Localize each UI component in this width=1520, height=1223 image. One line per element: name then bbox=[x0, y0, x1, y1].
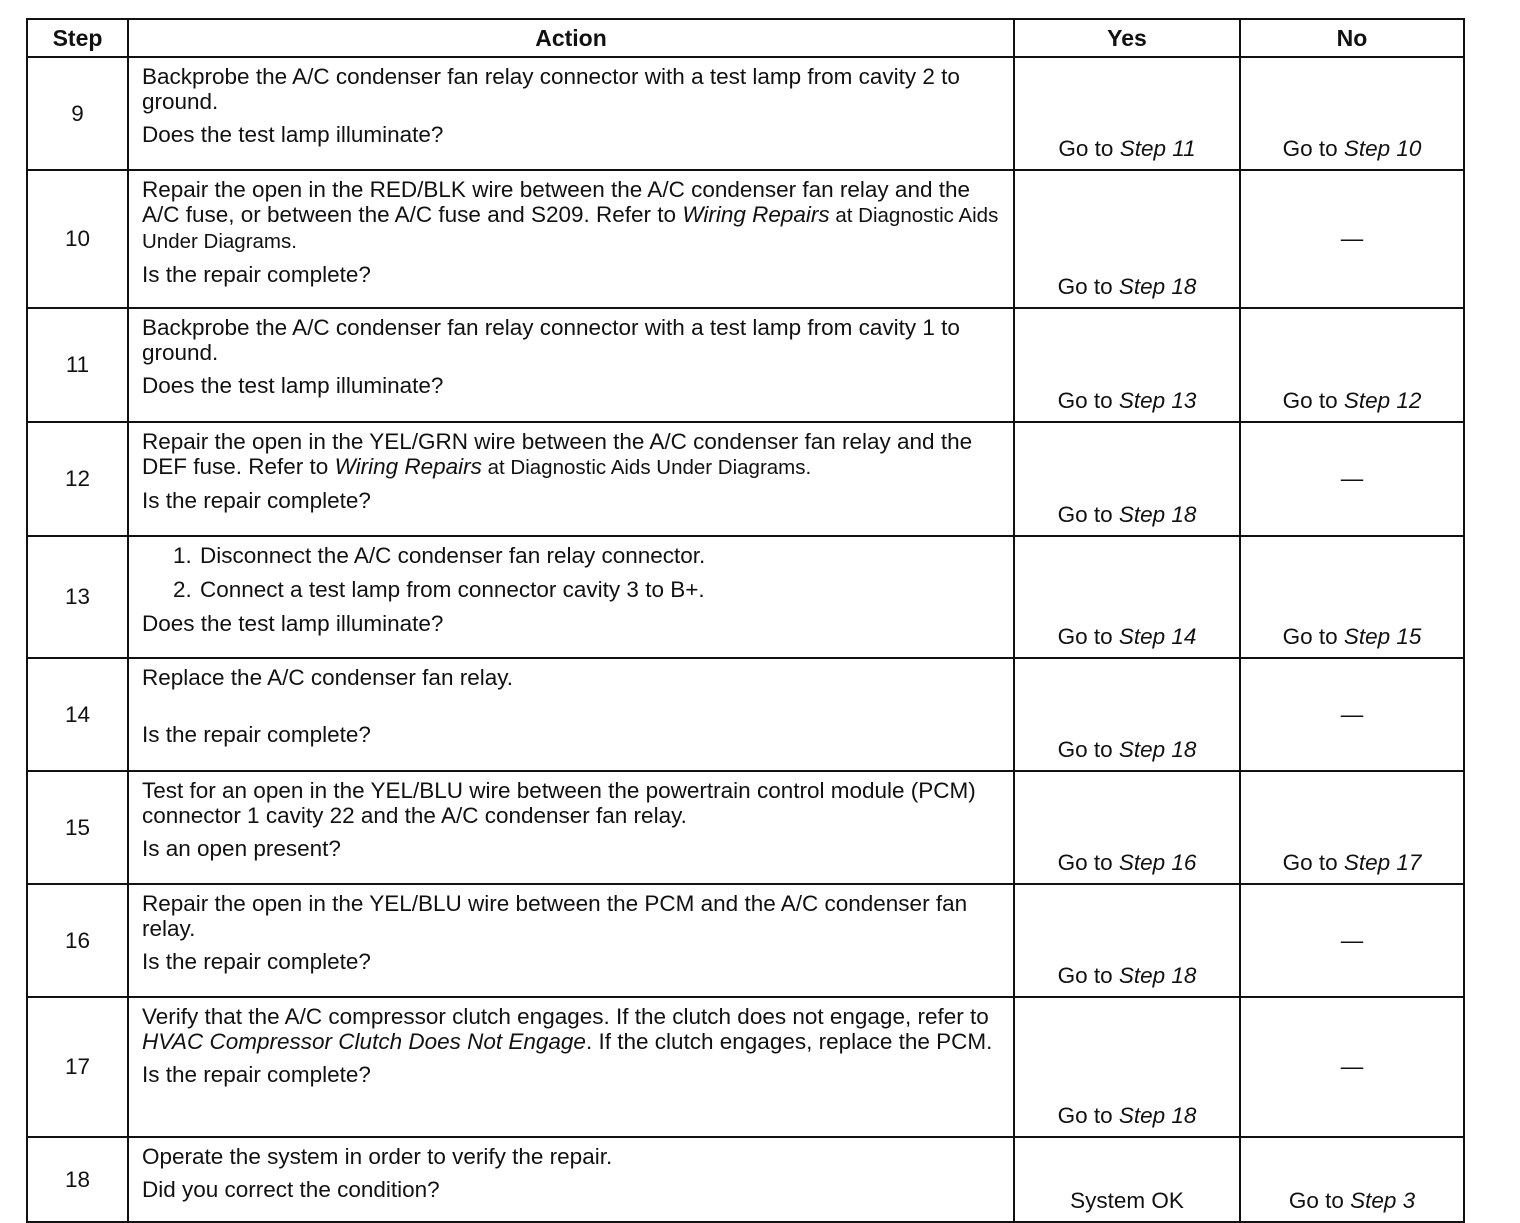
yes-cell bbox=[1014, 771, 1240, 884]
action-question: Is the repair complete? bbox=[142, 262, 371, 287]
diagnostic-table bbox=[26, 18, 1465, 1223]
list-item: 2. Connect a test lamp from connector cavity 3 to B+. bbox=[198, 577, 1003, 602]
step-number: 13 bbox=[27, 536, 128, 658]
yes-prefix: Go to bbox=[1057, 737, 1119, 762]
header-yes: Yes bbox=[1014, 19, 1240, 57]
action-cell bbox=[128, 658, 1014, 771]
list-item: 1. Disconnect the A/C condenser fan relay connector. bbox=[198, 543, 1003, 568]
yes-result: System OK bbox=[1070, 1188, 1184, 1213]
no-dash: — bbox=[1340, 226, 1364, 251]
action-text-post: at Diagnostic Aids Under Diagrams. bbox=[142, 204, 999, 253]
step-number: 16 bbox=[27, 884, 128, 997]
action-question: Is the repair complete? bbox=[142, 722, 371, 747]
yes-cell bbox=[1014, 884, 1240, 997]
no-step-link[interactable]: Step 3 bbox=[1350, 1188, 1416, 1213]
yes-step-link[interactable]: Step 13 bbox=[1118, 388, 1197, 413]
yes-cell bbox=[1014, 1137, 1240, 1222]
action-text-post: at Diagnostic Aids Under Diagrams. bbox=[481, 456, 812, 479]
step-number: 10 bbox=[27, 170, 128, 308]
no-step-link[interactable]: Step 15 bbox=[1343, 624, 1422, 649]
no-prefix: Go to bbox=[1288, 1188, 1351, 1213]
header-row bbox=[27, 19, 1464, 57]
yes-step-link[interactable]: Step 14 bbox=[1118, 624, 1197, 649]
no-cell bbox=[1240, 170, 1464, 308]
action-question: Is the repair complete? bbox=[142, 1062, 371, 1087]
no-dash: — bbox=[1340, 466, 1364, 491]
step-number: 12 bbox=[27, 422, 128, 536]
action-cell bbox=[128, 771, 1014, 884]
yes-step-link[interactable]: Step 18 bbox=[1118, 737, 1197, 762]
no-cell bbox=[1240, 658, 1464, 771]
no-dash: — bbox=[1340, 701, 1364, 727]
action-text-pre: Repair the open in the RED/BLK wire between the A/C condenser fan relay and the A/C fuse, or between the A/C fuse and S209. Refer to bbox=[142, 177, 971, 227]
no-step-link[interactable]: Step 10 bbox=[1343, 136, 1422, 161]
yes-cell bbox=[1014, 170, 1240, 308]
header-action: Action bbox=[128, 19, 1014, 57]
step-number: 15 bbox=[27, 771, 128, 884]
no-prefix: Go to bbox=[1282, 850, 1344, 875]
yes-prefix: Go to bbox=[1057, 388, 1119, 413]
yes-prefix: Go to bbox=[1057, 963, 1119, 988]
action-text-pre: Verify that the A/C compressor clutch engages. If the clutch does not engage, refer to bbox=[142, 1004, 989, 1029]
header-no: No bbox=[1240, 19, 1464, 57]
table-row bbox=[27, 308, 1464, 422]
action-question: Does the test lamp illuminate? bbox=[142, 611, 444, 636]
no-dash: — bbox=[1340, 1054, 1364, 1079]
action-question: Did you correct the condition? bbox=[142, 1177, 440, 1202]
no-step-link[interactable]: Step 12 bbox=[1343, 388, 1422, 413]
yes-step-link[interactable]: Step 16 bbox=[1118, 850, 1197, 875]
table-row bbox=[27, 997, 1464, 1137]
yes-prefix: Go to bbox=[1057, 850, 1119, 875]
no-prefix: Go to bbox=[1282, 136, 1344, 161]
table-row bbox=[27, 884, 1464, 997]
table-row bbox=[27, 422, 1464, 536]
yes-prefix: Go to bbox=[1057, 1103, 1119, 1128]
yes-prefix: Go to bbox=[1057, 624, 1119, 649]
action-text: Replace the A/C condenser fan relay. bbox=[142, 665, 514, 690]
table-row bbox=[27, 170, 1464, 308]
no-cell bbox=[1240, 57, 1464, 170]
action-reference: Wiring Repairs bbox=[334, 454, 482, 479]
diagnostic-table-sheet bbox=[26, 18, 1463, 1223]
yes-cell bbox=[1014, 308, 1240, 422]
step-number: 17 bbox=[27, 997, 128, 1137]
action-question: Is the repair complete? bbox=[142, 488, 371, 513]
yes-step-link[interactable]: Step 18 bbox=[1118, 274, 1197, 299]
no-dash: — bbox=[1340, 927, 1364, 953]
header-step: Step bbox=[27, 19, 128, 57]
action-reference: HVAC Compressor Clutch Does Not Engage bbox=[142, 1029, 586, 1054]
step-number: 11 bbox=[27, 308, 128, 422]
action-cell bbox=[128, 997, 1014, 1137]
action-question: Does the test lamp illuminate? bbox=[142, 122, 444, 147]
step-number: 9 bbox=[27, 57, 128, 170]
table-row bbox=[27, 57, 1464, 170]
action-cell bbox=[128, 1137, 1014, 1222]
action-text-post: . If the clutch engages, replace the PCM. bbox=[585, 1029, 993, 1054]
action-text bbox=[142, 177, 1003, 254]
no-cell bbox=[1240, 536, 1464, 658]
action-reference: Wiring Repairs bbox=[682, 202, 830, 227]
yes-cell bbox=[1014, 997, 1240, 1137]
yes-step-link[interactable]: Step 11 bbox=[1119, 136, 1196, 161]
action-cell bbox=[128, 422, 1014, 536]
no-prefix: Go to bbox=[1282, 388, 1344, 413]
action-text bbox=[142, 1004, 1003, 1054]
no-prefix: Go to bbox=[1282, 624, 1344, 649]
step-number: 14 bbox=[27, 658, 128, 771]
no-cell bbox=[1240, 997, 1464, 1137]
action-text: Backprobe the A/C condenser fan relay connector with a test lamp from cavity 2 to ground. bbox=[142, 64, 960, 114]
no-cell bbox=[1240, 308, 1464, 422]
action-question: Is an open present? bbox=[142, 836, 341, 861]
action-cell bbox=[128, 170, 1014, 308]
table-row bbox=[27, 658, 1464, 771]
action-question: Is the repair complete? bbox=[142, 949, 371, 974]
action-text: Repair the open in the YEL/BLU wire between the PCM and the A/C condenser fan relay. bbox=[142, 891, 968, 941]
table-row bbox=[27, 771, 1464, 884]
step-number: 18 bbox=[27, 1137, 128, 1222]
yes-cell bbox=[1014, 422, 1240, 536]
action-question: Does the test lamp illuminate? bbox=[142, 373, 444, 398]
yes-cell bbox=[1014, 536, 1240, 658]
action-list bbox=[142, 543, 1003, 602]
action-text: Backprobe the A/C condenser fan relay connector with a test lamp from cavity 1 to ground. bbox=[142, 315, 960, 365]
action-cell bbox=[128, 57, 1014, 170]
yes-prefix: Go to bbox=[1058, 136, 1120, 161]
table-row bbox=[27, 536, 1464, 658]
no-cell bbox=[1240, 422, 1464, 536]
yes-step-link[interactable]: Step 18 bbox=[1118, 1103, 1197, 1128]
action-cell bbox=[128, 308, 1014, 422]
no-cell bbox=[1240, 884, 1464, 997]
yes-prefix: Go to bbox=[1057, 502, 1119, 527]
action-cell bbox=[128, 536, 1014, 658]
no-step-link[interactable]: Step 17 bbox=[1343, 850, 1422, 875]
action-text: Operate the system in order to verify the repair. bbox=[142, 1144, 613, 1169]
action-cell bbox=[128, 884, 1014, 997]
yes-step-link[interactable]: Step 18 bbox=[1118, 502, 1197, 527]
yes-step-link[interactable]: Step 18 bbox=[1118, 963, 1197, 988]
yes-cell bbox=[1014, 57, 1240, 170]
action-text bbox=[142, 429, 1003, 480]
no-cell bbox=[1240, 771, 1464, 884]
table-row bbox=[27, 1137, 1464, 1222]
action-text-pre: Repair the open in the YEL/GRN wire between the A/C condenser fan relay and the DEF fuse. Refer to bbox=[142, 429, 973, 479]
no-cell bbox=[1240, 1137, 1464, 1222]
action-text: Test for an open in the YEL/BLU wire between the powertrain control module (PCM) connector 1 cavity 22 and the A/C condenser fan relay. bbox=[142, 778, 976, 828]
yes-cell bbox=[1014, 658, 1240, 771]
yes-prefix: Go to bbox=[1057, 274, 1119, 299]
